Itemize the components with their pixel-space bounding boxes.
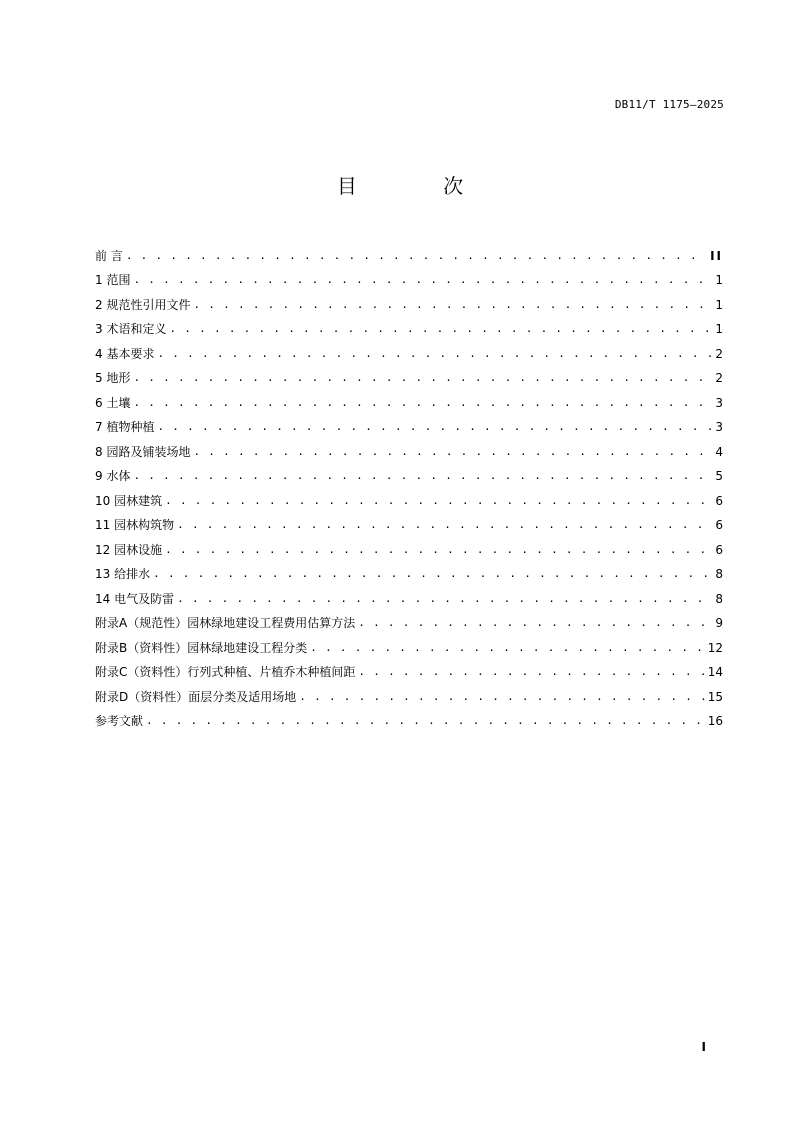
- toc-entry-terrain[interactable]: [95, 361, 723, 386]
- toc-entry-garden-facilities[interactable]: [95, 532, 723, 557]
- toc-leader-dots: [177, 592, 712, 606]
- toc-leader-dots: [133, 273, 712, 287]
- toc-entry-label: 9 水体: [95, 469, 131, 483]
- toc-entry-page: 14: [707, 665, 723, 679]
- toc-entry-page: 4: [715, 444, 723, 459]
- toc-leader-dots: [133, 396, 712, 410]
- toc-entry-label: 参考文献: [95, 714, 144, 728]
- toc-entry-appendix-a[interactable]: [95, 606, 723, 631]
- toc-entry-appendix-b[interactable]: [95, 630, 723, 655]
- toc-entry-terms-definitions[interactable]: [95, 312, 723, 337]
- toc-entry-page: 6: [715, 493, 723, 508]
- toc-entry-label: 12 园林设施: [95, 542, 163, 557]
- toc-entry-garden-structures[interactable]: [95, 508, 723, 533]
- toc-entry-label: 2 规范性引用文件: [95, 297, 191, 312]
- toc-leader-dots: [193, 445, 712, 459]
- toc-leader-dots: [133, 469, 712, 483]
- toc-entry-page: 1: [715, 297, 723, 312]
- toc-entry-page: 3: [715, 395, 723, 410]
- page-number: I: [701, 1040, 706, 1054]
- toc-entry-planting[interactable]: [95, 410, 723, 435]
- toc-title: 目 次: [336, 174, 504, 198]
- document-code: DB11/T 1175—2025: [614, 98, 724, 111]
- toc-entry-page: 3: [715, 420, 723, 434]
- toc-entry-scope[interactable]: [95, 263, 723, 288]
- toc-entry-page: II: [710, 248, 723, 263]
- toc-entry-appendix-c[interactable]: [95, 655, 723, 680]
- toc-leader-dots: [193, 298, 712, 312]
- toc-entry-page: 2: [715, 371, 723, 385]
- toc-entry-label: 1 范围: [95, 273, 131, 287]
- toc-entry-label: 6 土壤: [95, 395, 131, 410]
- toc-leader-dots: [358, 616, 712, 630]
- toc-leader-dots: [165, 543, 712, 557]
- toc-entry-page: 8: [715, 591, 723, 606]
- toc-leader-dots: [153, 567, 712, 581]
- toc-entry-water-supply-drainage[interactable]: [95, 557, 723, 582]
- toc-leader-dots: [165, 494, 712, 508]
- toc-entry-appendix-d[interactable]: [95, 679, 723, 704]
- toc-entry-label: 前 言: [95, 248, 123, 263]
- toc-entry-label: 3 术语和定义: [95, 322, 167, 336]
- toc-entry-soil[interactable]: [95, 385, 723, 410]
- toc-entry-label: 10 园林建筑: [95, 493, 163, 508]
- toc-entry-basic-requirements[interactable]: [95, 336, 723, 361]
- toc-leader-dots: [157, 347, 712, 361]
- toc-entry-label: 5 地形: [95, 371, 131, 385]
- toc-entry-label: 11 园林构筑物: [95, 518, 175, 532]
- toc-entry-electrical-lightning[interactable]: [95, 581, 723, 606]
- toc-entry-label: 附录B（资料性）园林绿地建设工程分类: [95, 640, 308, 655]
- toc-entry-normative-references[interactable]: [95, 287, 723, 312]
- toc-entry-label: 附录D（资料性）面层分类及适用场地: [95, 689, 297, 704]
- toc-entry-water-bodies[interactable]: [95, 459, 723, 484]
- toc-entry-foreword[interactable]: [95, 238, 723, 263]
- toc-entry-page: 15: [707, 689, 723, 704]
- toc-entry-page: 8: [715, 567, 723, 581]
- toc-entry-label: 7 植物种植: [95, 420, 155, 434]
- toc-leader-dots: [169, 322, 712, 336]
- toc-entry-garden-buildings[interactable]: [95, 483, 723, 508]
- toc-entry-page: 6: [715, 518, 723, 532]
- toc-entry-paths-paving[interactable]: [95, 434, 723, 459]
- toc-leader-dots: [310, 641, 704, 655]
- toc-leader-dots: [358, 665, 704, 679]
- toc-entry-page: 16: [707, 714, 723, 728]
- toc-leader-dots: [146, 714, 705, 728]
- toc-entry-page: 1: [715, 273, 723, 287]
- toc-list: [95, 238, 723, 728]
- toc-entry-label: 附录A（规范性）园林绿地建设工程费用估算方法: [95, 616, 356, 630]
- toc-entry-page: 6: [715, 542, 723, 557]
- toc-entry-page: 1: [715, 322, 723, 336]
- toc-leader-dots: [133, 371, 712, 385]
- toc-entry-label: 附录C（资料性）行列式种植、片植乔木种植间距: [95, 665, 356, 679]
- toc-entry-page: 12: [707, 640, 723, 655]
- toc-leader-dots: [299, 690, 704, 704]
- toc-leader-dots: [177, 518, 712, 532]
- toc-entry-bibliography[interactable]: [95, 704, 723, 729]
- toc-entry-label: 14 电气及防雷: [95, 591, 175, 606]
- toc-entry-page: 2: [715, 346, 723, 361]
- toc-entry-label: 13 给排水: [95, 567, 151, 581]
- toc-entry-label: 8 园路及铺装场地: [95, 444, 191, 459]
- toc-leader-dots: [126, 249, 707, 263]
- toc-leader-dots: [157, 420, 712, 434]
- toc-entry-page: 5: [715, 469, 723, 483]
- toc-entry-page: 9: [715, 616, 723, 630]
- toc-entry-label: 4 基本要求: [95, 346, 155, 361]
